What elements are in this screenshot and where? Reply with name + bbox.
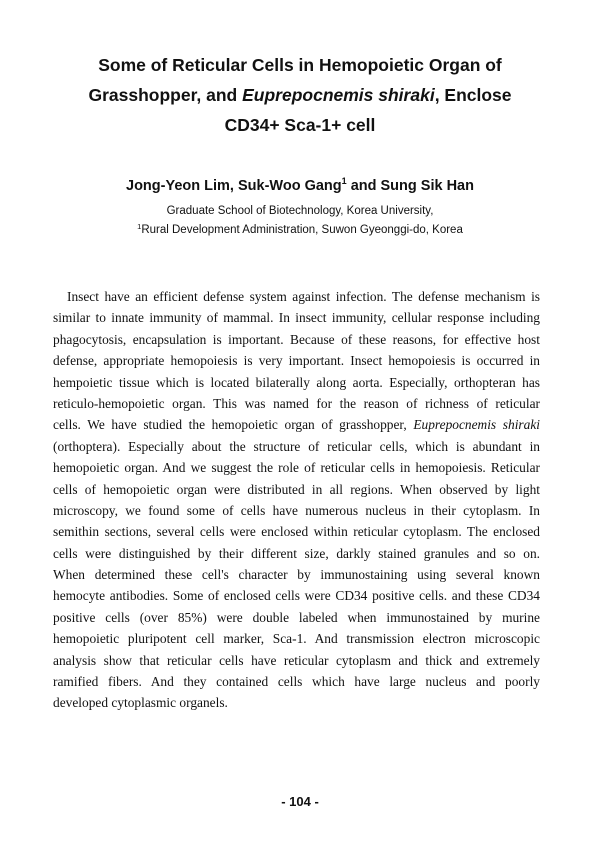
affiliation-text: Rural Development Administration, Suwon Gyeonggi-do, Korea bbox=[141, 224, 463, 236]
abstract-line: defense, appropriate hemopoiesis is very important. Insect hemopoiesis is occurred in bbox=[53, 353, 540, 369]
author-name: Jong-Yeon Lim, bbox=[126, 178, 238, 194]
abstract-line: cells of hemopoietic organ were distributed in all regions. When observed by light bbox=[53, 481, 540, 497]
affiliation-2 bbox=[40, 222, 560, 238]
abstract-line: hemocyte antibodies. Some of enclosed cells were CD34 positive cells. and these CD34 bbox=[53, 588, 540, 604]
abstract-line: hemopoietic organ. And we suggest the role of reticular cells in hemopoiesis. Reticular bbox=[53, 460, 540, 476]
abstract-line: analysis show that reticular cells have reticular cytoplasm and thick and extremely bbox=[53, 652, 540, 668]
page-number: - 104 - bbox=[281, 794, 319, 809]
title-text: Grasshopper, and bbox=[88, 85, 243, 105]
abstract-line: cells were distinguished by their different size, darkly stained granules and so on. bbox=[53, 545, 540, 561]
abstract-line: reticulo-hemopoietic organ. This was named for the reason of richness of reticular bbox=[53, 395, 540, 411]
author-name: and Sung Sik Han bbox=[346, 178, 474, 194]
author-name: Suk-Woo Gang bbox=[238, 178, 342, 194]
affiliation-1: Graduate School of Biotechnology, Korea University, bbox=[166, 205, 434, 217]
abstract-line: semithin sections, several cells were enclosed within reticular cytoplasm. The enclosed bbox=[53, 524, 540, 540]
abstract-text: cells. We have studied the hemopoietic organ of grasshopper, bbox=[53, 417, 407, 433]
abstract-line: microscopy, we found some of cells have numerous nucleus in their cytoplasm. In bbox=[53, 502, 540, 518]
abstract-line: positive cells (over 85%) were double labeled when immunostained by murine bbox=[53, 609, 540, 625]
affiliation-mark: 1 bbox=[137, 222, 142, 231]
abstract-line bbox=[53, 414, 540, 435]
title-line-3: CD34+ Sca-1+ cell bbox=[224, 115, 376, 135]
affiliation-mark: 1 bbox=[341, 176, 347, 186]
paper-title bbox=[40, 50, 560, 140]
title-line-1: Some of Reticular Cells in Hemopoietic Organ of bbox=[98, 55, 502, 75]
abstract-line: phagocytosis, encapsulation is important. Because of these reasons, for effective host bbox=[53, 331, 540, 347]
species-name: Euprepocnemis shiraki bbox=[413, 417, 540, 433]
title-species-name: Euprepocnemis shiraki bbox=[242, 85, 435, 105]
abstract-line: similar to innate immunity of mammal. In insect immunity, cellular response including bbox=[53, 310, 540, 326]
abstract-line: hempoietic tissue which is located bilaterally along aorta. Especially, orthopteran has bbox=[53, 374, 540, 390]
abstract-line: When determined these cell's character by immunostaining using several known bbox=[53, 567, 540, 583]
title-text: , Enclose bbox=[434, 85, 512, 105]
abstract-line: Insect have an efficient defense system against infection. The defense mechanism is bbox=[67, 289, 540, 304]
abstract-body bbox=[53, 286, 540, 714]
title-line-2 bbox=[40, 80, 560, 110]
abstract-line: hemopoietic pluripotent cell marker, Sca-1. And transmission electron microscopic bbox=[53, 631, 540, 647]
abstract-line: developed cytoplasmic organels. bbox=[53, 695, 228, 711]
author-list bbox=[40, 176, 560, 196]
abstract-line: (orthoptera). Especially about the structure of reticular cells, which is abundant in bbox=[53, 438, 540, 454]
abstract-line: ramified fibers. And they contained cells which have large nucleus and poorly bbox=[53, 674, 540, 690]
